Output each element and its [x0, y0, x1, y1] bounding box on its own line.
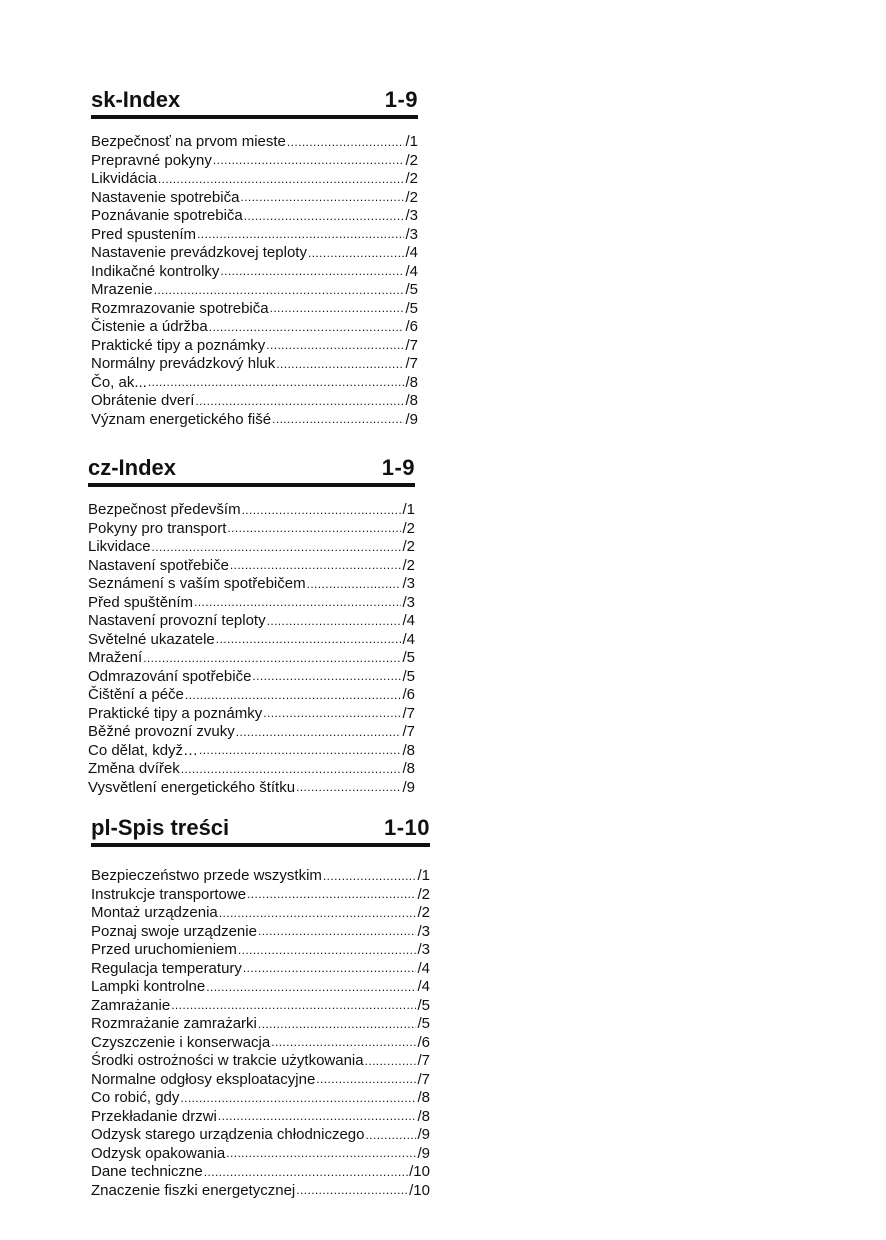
toc-entry: [91, 1145, 430, 1164]
dot-leader: [287, 135, 405, 152]
dot-leader: [199, 743, 401, 760]
toc-entry-label: Zamrażanie: [91, 996, 171, 1014]
toc-entry-page: /8: [405, 392, 418, 409]
toc-entry-page: /6: [405, 318, 418, 335]
dot-leader: [227, 521, 401, 538]
toc-entry-label: Indikačné kontrolky: [91, 262, 220, 280]
toc-entry: [91, 355, 418, 374]
dot-leader: [272, 412, 404, 429]
toc-entry: [88, 649, 415, 668]
toc-entry-page: /8: [402, 760, 415, 777]
toc-entry: [88, 760, 415, 779]
toc-entry: [91, 411, 418, 430]
toc-entry-page: /2: [405, 170, 418, 187]
toc-entry-page: /1: [417, 867, 430, 884]
toc-entry-page: /8: [405, 373, 418, 391]
toc-entry-label: Vysvětlení energetického štítku: [88, 778, 296, 796]
toc-entry: [91, 1182, 430, 1201]
dot-leader: [263, 706, 401, 723]
toc-entry-page: /2: [405, 188, 418, 206]
section-header: [91, 815, 430, 847]
toc-entry: [91, 133, 418, 152]
toc-entry-page: /10: [409, 1181, 430, 1199]
toc-entry: [91, 997, 430, 1016]
toc-entry-label: Praktické tipy a poznámky: [91, 336, 266, 354]
toc-entry: [91, 1015, 430, 1034]
toc-entry-page: /1: [402, 501, 415, 518]
dot-leader: [206, 980, 416, 997]
toc-entry: [91, 1034, 430, 1053]
toc-entry-page: /7: [417, 1052, 430, 1069]
section-title: pl-Spis treści: [91, 815, 230, 840]
dot-leader: [244, 209, 405, 226]
toc-entry-page: /4: [417, 978, 430, 995]
toc-entry-page: /4: [405, 262, 418, 280]
toc-entry-label: Likvidace: [88, 538, 151, 555]
toc-entry-label: Světelné ukazatele: [88, 630, 215, 648]
toc-entry: [88, 612, 415, 631]
toc-entry-page: /2: [417, 904, 430, 921]
toc-entry: [88, 594, 415, 613]
toc-entry: [88, 520, 415, 539]
toc-entry: [91, 923, 430, 942]
dot-leader: [247, 887, 416, 904]
toc-entry-page: /4: [417, 959, 430, 977]
dot-leader: [154, 283, 405, 300]
toc-list: [88, 501, 415, 797]
dot-leader: [243, 961, 417, 978]
toc-entry: [91, 978, 430, 997]
toc-entry-page: /4: [402, 612, 415, 629]
toc-entry-page: /3: [402, 593, 415, 611]
toc-entry-page: /9: [417, 1126, 430, 1143]
section-header: [88, 455, 415, 487]
dot-leader: [296, 780, 401, 797]
dot-leader: [270, 301, 405, 318]
toc-entry-label: Przed uruchomieniem: [91, 941, 237, 958]
toc-entry-label: Przekładanie drzwi: [91, 1107, 217, 1125]
dot-leader: [252, 669, 401, 686]
toc-entry: [91, 904, 430, 923]
toc-entry-label: Normalne odgłosy eksploatacyjne: [91, 1070, 316, 1088]
toc-entry-label: Poznávanie spotrebiča: [91, 207, 243, 224]
toc-entry-label: Seznámení s vaším spotřebičem: [88, 575, 306, 592]
toc-entry-page: /2: [402, 556, 415, 574]
toc-section-cz: [88, 455, 415, 797]
toc-entry: [91, 1108, 430, 1127]
toc-entry-label: Znaczenie fiszki energetycznej: [91, 1181, 296, 1199]
toc-entry-label: Odzysk starego urządzenia chłodniczego: [91, 1126, 365, 1143]
toc-entry: [91, 281, 418, 300]
toc-entry-page: /3: [402, 575, 415, 592]
dot-leader: [152, 540, 402, 557]
dot-leader: [218, 1109, 417, 1126]
toc-entry-label: Praktické tipy a poznámky: [88, 704, 263, 722]
dot-leader: [258, 924, 417, 941]
toc-entry: [91, 300, 418, 319]
toc-entry: [91, 1126, 430, 1145]
section-title: cz-Index: [88, 455, 177, 480]
toc-entry-label: Rozmrażanie zamrażarki: [91, 1015, 257, 1032]
toc-entry-label: Prepravné pokyny: [91, 151, 212, 169]
dot-leader: [194, 595, 401, 612]
toc-entry: [91, 886, 430, 905]
toc-entry-label: Před spuštěním: [88, 593, 194, 611]
toc-entry-label: Rozmrazovanie spotrebiča: [91, 299, 269, 317]
toc-entry: [91, 207, 418, 226]
dot-leader: [258, 1017, 417, 1034]
toc-entry: [88, 501, 415, 520]
toc-entry-page: /7: [405, 336, 418, 354]
dot-leader: [171, 998, 416, 1015]
dot-leader: [216, 632, 402, 649]
toc-entry-label: Nastavenie spotrebiča: [91, 188, 240, 206]
toc-entry-page: /5: [417, 996, 430, 1014]
dot-leader: [220, 264, 404, 281]
toc-entry-page: /3: [405, 207, 418, 224]
toc-entry-label: Nastavení spotřebiče: [88, 556, 229, 574]
toc-entry: [88, 668, 415, 687]
toc-entry-page: /6: [417, 1033, 430, 1051]
dot-leader: [209, 320, 405, 337]
toc-entry-page: /2: [402, 538, 415, 555]
toc-entry-label: Nastavenie prevádzkovej teploty: [91, 244, 307, 261]
toc-entry: [91, 170, 418, 189]
toc-entry: [91, 337, 418, 356]
toc-entry: [91, 1089, 430, 1108]
toc-section-sk: [91, 87, 418, 429]
section-page-range: 1-9: [381, 455, 415, 480]
toc-list: [91, 133, 418, 429]
toc-entry: [91, 941, 430, 960]
toc-entry-label: Význam energetického fišé: [91, 410, 272, 428]
dot-leader: [180, 1091, 416, 1108]
toc-entry-page: /7: [417, 1070, 430, 1088]
toc-entry: [91, 392, 418, 411]
toc-entry: [91, 960, 430, 979]
dot-leader: [242, 503, 402, 520]
toc-entry-label: Odmrazování spotřebiče: [88, 667, 252, 685]
toc-entry-page: /1: [405, 133, 418, 150]
toc-entry-label: Mrazenie: [91, 281, 153, 298]
toc-entry-label: Normálny prevádzkový hluk: [91, 355, 276, 372]
toc-entry-label: Obrátenie dverí: [91, 392, 195, 409]
section-header: [91, 87, 418, 119]
toc-entry: [91, 374, 418, 393]
toc-entry-label: Odzysk opakowania: [91, 1144, 226, 1162]
toc-entry-page: /9: [402, 778, 415, 796]
dot-leader: [271, 1035, 416, 1052]
toc-entry: [91, 867, 430, 886]
toc-entry-label: Čistenie a údržba: [91, 318, 208, 335]
dot-leader: [213, 153, 405, 170]
toc-entry-label: Poznaj swoje urządzenie: [91, 922, 257, 940]
toc-entry-label: Dane techniczne: [91, 1163, 203, 1180]
dot-leader: [316, 1072, 416, 1089]
section-page-range: 1-10: [383, 815, 430, 840]
toc-entry: [88, 705, 415, 724]
dot-leader: [204, 1165, 408, 1182]
toc-entry: [91, 1052, 430, 1071]
toc-entry-page: /7: [402, 723, 415, 740]
toc-entry: [88, 723, 415, 742]
toc-entry-label: Lampki kontrolne: [91, 978, 206, 995]
dot-leader: [296, 1183, 408, 1200]
toc-entry: [88, 557, 415, 576]
dot-leader: [307, 577, 402, 594]
toc-list: [91, 867, 430, 1200]
toc-entry-page: /4: [402, 630, 415, 648]
toc-entry-page: /7: [405, 355, 418, 372]
toc-entry-label: Bezpieczeństwo przede wszystkim: [91, 867, 322, 884]
toc-entry-page: /2: [405, 151, 418, 169]
toc-entry-page: /5: [402, 667, 415, 685]
dot-leader: [266, 338, 404, 355]
dot-leader: [158, 172, 405, 189]
toc-entry: [88, 631, 415, 650]
dot-leader: [276, 357, 404, 374]
toc-entry-label: Běžné provozní zvuky: [88, 723, 235, 740]
toc-entry: [91, 189, 418, 208]
dot-leader: [181, 762, 402, 779]
toc-entry: [91, 1163, 430, 1182]
dot-leader: [236, 725, 402, 742]
toc-entry-page: /5: [405, 299, 418, 317]
toc-entry-label: Bezpečnost především: [88, 501, 241, 518]
toc-entry: [88, 686, 415, 705]
toc-entry-page: /10: [409, 1163, 430, 1180]
toc-entry-label: Środki ostrożności w trakcie użytkowania: [91, 1052, 364, 1069]
toc-entry-label: Mražení: [88, 649, 143, 666]
dot-leader: [148, 375, 405, 392]
toc-entry-label: Čištění a péče: [88, 686, 184, 703]
toc-entry-label: Čo, ak...: [91, 373, 147, 391]
toc-entry-label: Pokyny pro transport: [88, 519, 227, 537]
toc-entry-page: /2: [402, 519, 415, 537]
dot-leader: [323, 869, 417, 886]
toc-entry-page: /3: [417, 941, 430, 958]
toc-entry-label: Co robić, gdy: [91, 1089, 180, 1106]
toc-entry: [88, 742, 415, 761]
dot-leader: [365, 1054, 417, 1071]
toc-entry-label: Czyszczenie i konserwacja: [91, 1033, 271, 1051]
dot-leader: [185, 688, 402, 705]
toc-section-pl: [91, 815, 430, 1200]
toc-entry-page: /2: [417, 885, 430, 903]
toc-entry-page: /5: [402, 649, 415, 666]
toc-entry: [88, 779, 415, 798]
toc-entry: [91, 152, 418, 171]
section-title: sk-Index: [91, 87, 181, 112]
toc-entry-page: /4: [405, 244, 418, 261]
toc-entry-label: Bezpečnosť na prvom mieste: [91, 133, 286, 150]
dot-leader: [219, 906, 417, 923]
dot-leader: [366, 1128, 417, 1145]
toc-entry-label: Likvidácia: [91, 170, 157, 187]
dot-leader: [267, 614, 402, 631]
section-page-range: 1-9: [384, 87, 418, 112]
toc-entry: [91, 244, 418, 263]
toc-entry-page: /8: [417, 1089, 430, 1106]
toc-entry: [88, 538, 415, 557]
toc-entry-page: /3: [405, 225, 418, 243]
toc-entry-page: /8: [402, 741, 415, 759]
dot-leader: [195, 394, 404, 411]
toc-entry-page: /7: [402, 704, 415, 722]
toc-entry: [91, 226, 418, 245]
toc-entry: [88, 575, 415, 594]
toc-entry-page: /6: [402, 686, 415, 703]
toc-entry-page: /9: [405, 410, 418, 428]
toc-entry-label: Nastavení provozní teploty: [88, 612, 266, 629]
dot-leader: [226, 1146, 416, 1163]
toc-entry-label: Regulacja temperatury: [91, 959, 242, 977]
toc-entry-label: Změna dvířek: [88, 760, 180, 777]
toc-entry: [91, 318, 418, 337]
dot-leader: [238, 943, 417, 960]
toc-entry-label: Montaż urządzenia: [91, 904, 218, 921]
toc-entry-page: /5: [405, 281, 418, 298]
toc-entry-label: Co dělat, když…: [88, 741, 199, 759]
dot-leader: [230, 558, 402, 575]
toc-entry-page: /3: [417, 922, 430, 940]
toc-entry-page: /5: [417, 1015, 430, 1032]
dot-leader: [308, 246, 405, 263]
toc-entry: [91, 1071, 430, 1090]
toc-entry-label: Pred spustením: [91, 225, 197, 243]
dot-leader: [143, 651, 401, 668]
dot-leader: [240, 190, 404, 207]
toc-entry-page: /8: [417, 1107, 430, 1125]
toc-entry: [91, 263, 418, 282]
toc-entry-page: /9: [417, 1144, 430, 1162]
toc-entry-label: Instrukcje transportowe: [91, 885, 247, 903]
dot-leader: [197, 227, 404, 244]
